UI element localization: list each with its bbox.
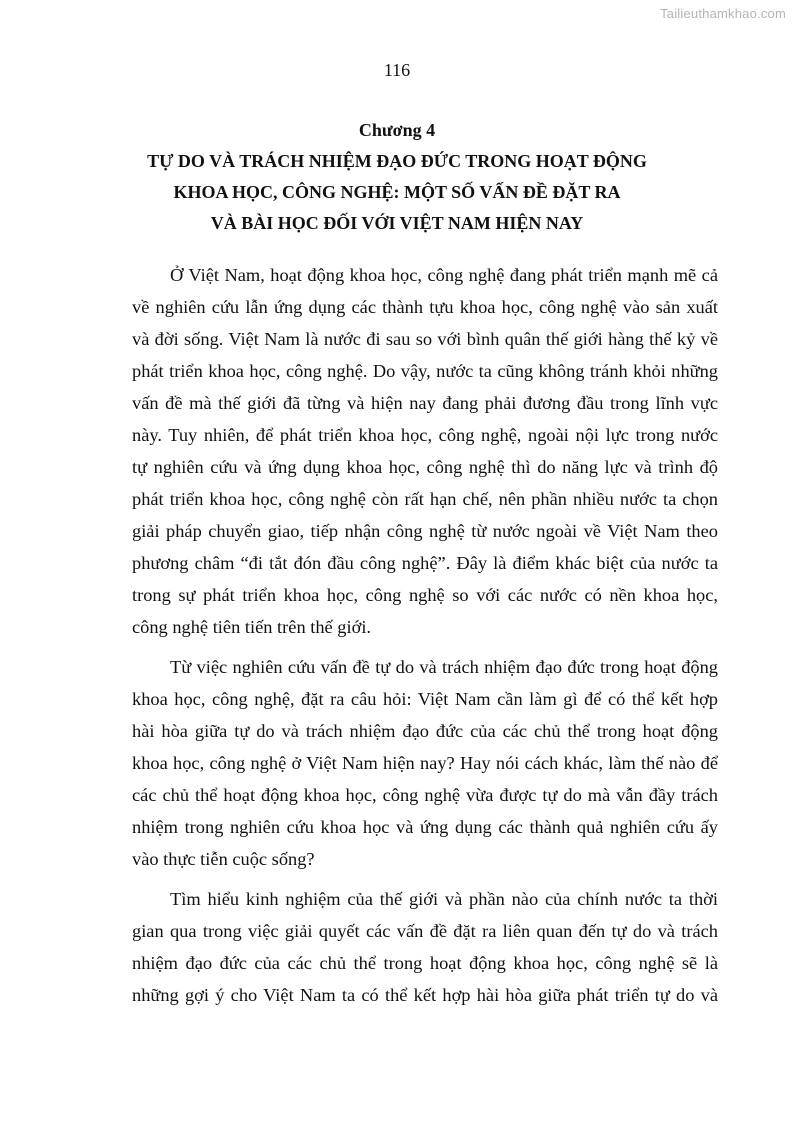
page-number: 116 (383, 60, 411, 80)
text-line: vào thực tiễn cuộc sống? (132, 849, 315, 869)
paragraph (132, 883, 718, 1011)
text-line: những gợi ý cho Việt Nam ta có thể kết hợp hài hòa giữa phát triển tự do và (132, 985, 718, 1005)
text-line: vấn đề mà thế giới đã từng và hiện nay đang phải đương đầu trong lĩnh vực (132, 393, 718, 413)
text-line: về nghiên cứu lẫn ứng dụng các thành tựu khoa học, công nghệ vào sản xuất (132, 297, 718, 317)
text-line: khoa học, công nghệ ở Việt Nam hiện nay? Hay nói cách khác, làm thế nào để (132, 753, 718, 773)
text-line: phát triển khoa học, công nghệ còn rất hạn chế, nên phần nhiều nước ta chọn (132, 489, 718, 509)
text-line: Ở Việt Nam, hoạt động khoa học, công nghệ đang phát triển mạnh mẽ cả (170, 265, 718, 285)
text-line: giải pháp chuyển giao, tiếp nhận công nghệ từ nước ngoài về Việt Nam theo (132, 521, 718, 541)
text-line: Tìm hiểu kinh nghiệm của thế giới và phần nào của chính nước ta thời (170, 889, 718, 909)
text-line: hài hòa giữa tự do và trách nhiệm đạo đức của các chủ thể trong hoạt động (132, 721, 718, 741)
chapter-title-line: TỰ DO VÀ TRÁCH NHIỆM ĐẠO ĐỨC TRONG HOẠT ĐỘNG (147, 151, 647, 171)
text-line: tự nghiên cứu và ứng dụng khoa học, công nghệ thì do năng lực và trình độ (132, 457, 718, 477)
text-line: nhiệm trong nghiên cứu khoa học và ứng dụng các thành quả nghiên cứu ấy (132, 817, 718, 837)
text-line: này. Tuy nhiên, để phát triển khoa học, công nghệ, ngoài nội lực trong nước (132, 425, 718, 445)
paragraph (132, 651, 718, 875)
watermark: Tailieuthamkhao.com (660, 6, 786, 21)
chapter-title-line: KHOA HỌC, CÔNG NGHỆ: MỘT SỐ VẤN ĐỀ ĐẶT RA (173, 182, 621, 202)
text-line: và đời sống. Việt Nam là nước đi sau so với bình quân thế giới hàng thế kỷ về (132, 329, 718, 349)
text-line: gian qua trong việc giải quyết các vấn đề đặt ra liên quan đến tự do và trách (132, 921, 718, 941)
text-line: trong sự phát triển khoa học, công nghệ so với các nước có nền khoa học, (132, 585, 718, 605)
text-line: nhiệm đạo đức của các chủ thể trong hoạt động khoa học, công nghệ sẽ là (132, 953, 718, 973)
text-line: khoa học, công nghệ, đặt ra câu hỏi: Việt Nam cần làm gì để có thể kết hợp (132, 689, 718, 709)
text-line: Từ việc nghiên cứu vấn đề tự do và trách nhiệm đạo đức trong hoạt động (170, 657, 718, 677)
text-line: phát triển khoa học, công nghệ. Do vậy, nước ta cũng không tránh khỏi những (132, 361, 718, 381)
text-line: phương châm “đi tắt đón đầu công nghệ”. Đây là điểm khác biệt của nước ta (132, 553, 718, 573)
chapter-heading (120, 115, 674, 239)
paragraph (132, 259, 718, 643)
text-line: công nghệ tiên tiến trên thế giới. (132, 617, 372, 637)
chapter-label: Chương 4 (358, 120, 436, 140)
text-line: các chủ thể hoạt động khoa học, công nghệ vừa được tự do mà vẫn đầy trách (132, 785, 718, 805)
chapter-title-line: VÀ BÀI HỌC ĐỐI VỚI VIỆT NAM HIỆN NAY (210, 213, 584, 233)
body-text (132, 259, 718, 1019)
